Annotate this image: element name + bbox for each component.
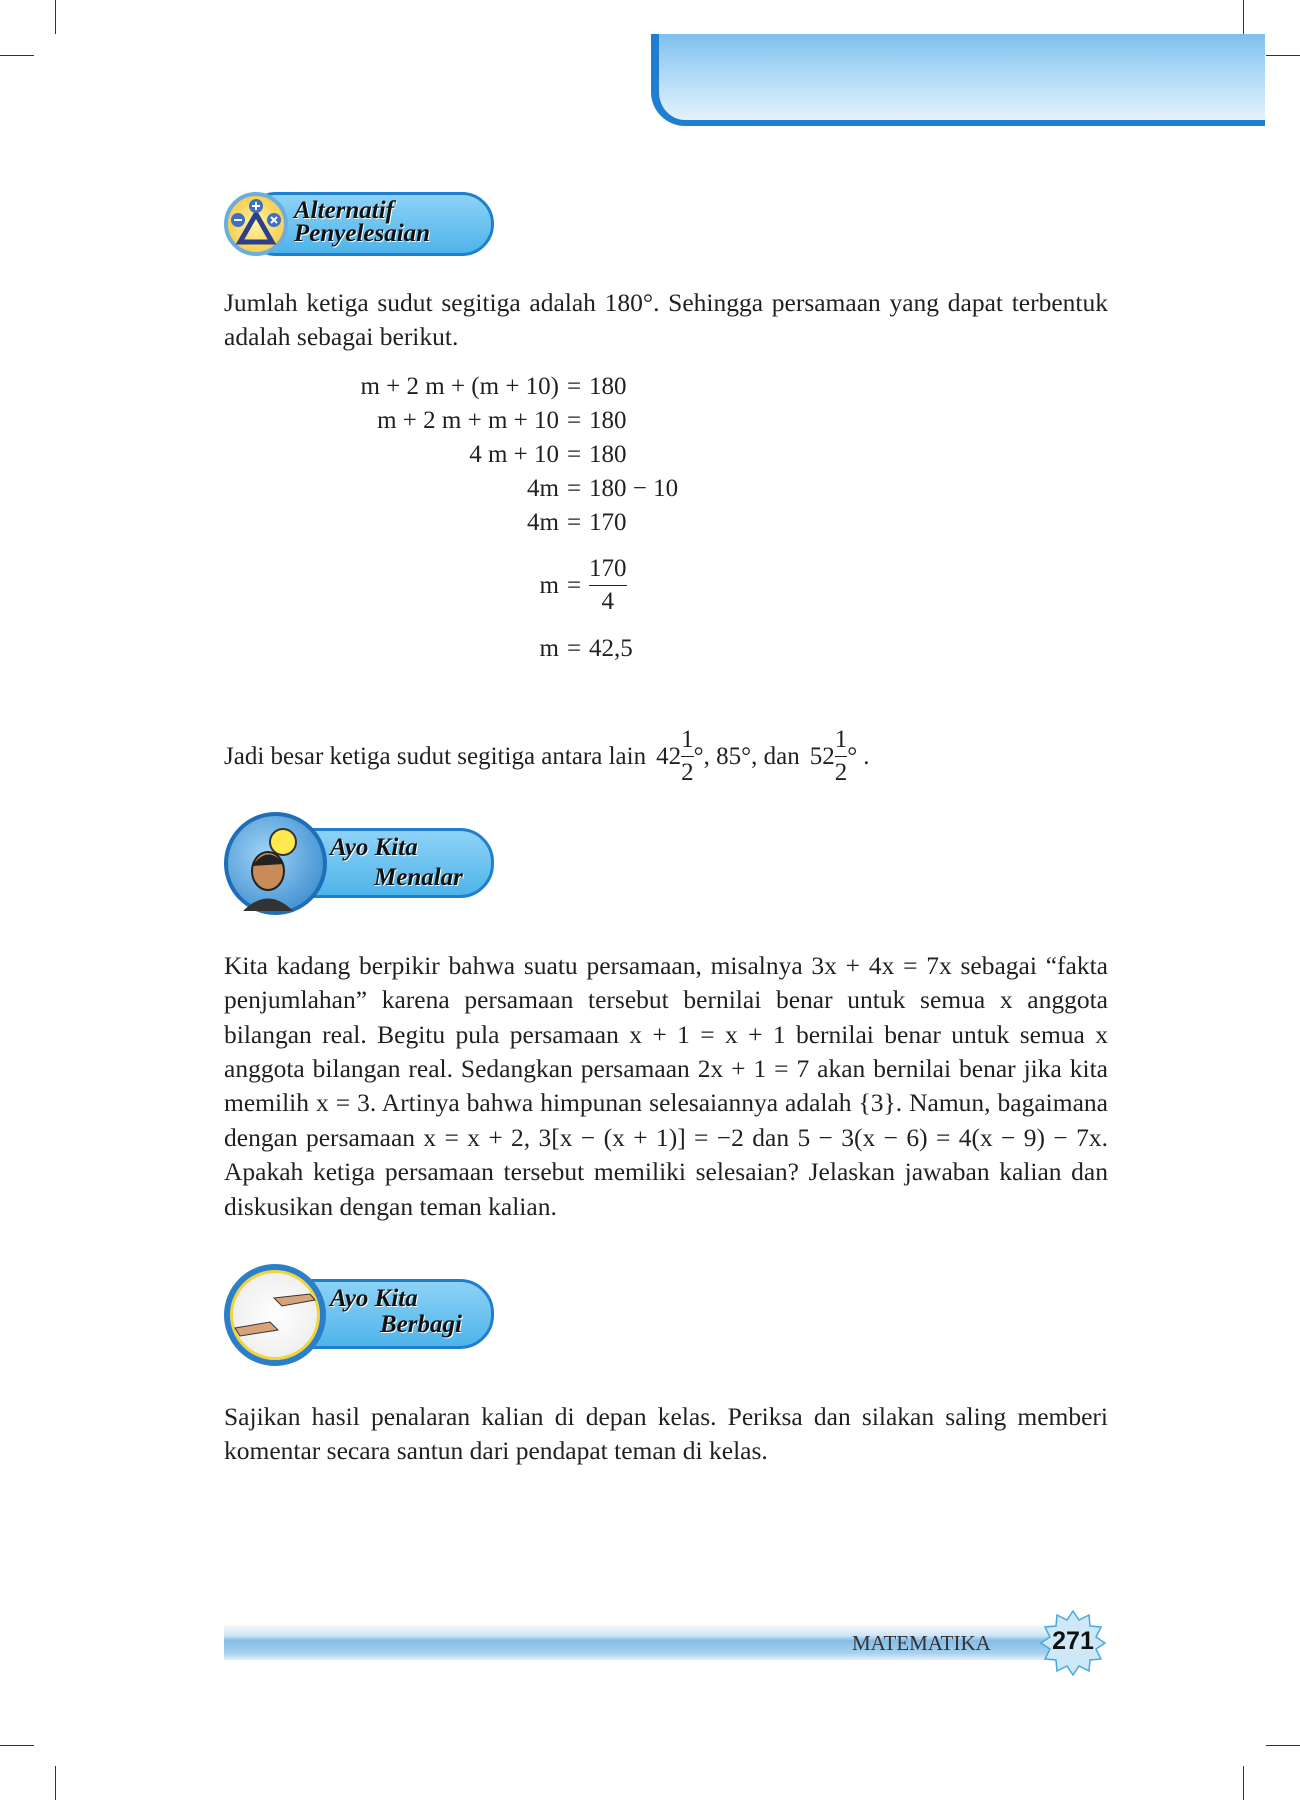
equation-rhs: 42,5 [589, 634, 633, 662]
equation-rhs: 180 − 10 [589, 474, 679, 502]
equation-row [224, 472, 1108, 506]
badge-line1: Ayo Kita [330, 833, 418, 861]
handshake-icon [224, 1264, 326, 1366]
equation-row [224, 506, 1108, 540]
crop-mark [1243, 0, 1244, 34]
fraction [681, 726, 694, 787]
equation-row [224, 632, 1108, 666]
footer-subject: MATEMATIKA [852, 1631, 991, 1655]
crop-mark [0, 1745, 34, 1746]
content-column [224, 192, 1108, 1469]
equals-sign: = [566, 372, 582, 400]
thinking-student-icon [224, 812, 327, 915]
crop-mark [1266, 55, 1300, 56]
numerator: 1 [834, 726, 848, 754]
equation-rhs: 180 [589, 406, 627, 434]
equation-row [224, 404, 1108, 438]
equation-lhs: 4m [527, 508, 559, 536]
crop-mark [55, 1766, 56, 1800]
alternatif-penyelesaian-badge [224, 192, 494, 256]
denominator: 4 [601, 588, 614, 616]
equals-sign: = [566, 571, 582, 599]
conclusion-line [224, 722, 1108, 792]
crop-mark [55, 0, 56, 34]
intro-paragraph: Jumlah ketiga sudut segitiga adalah 180°. Sehingga persamaan yang dapat terbentuk adalah sebagai berikut. [224, 288, 1108, 352]
equation-lhs: m + 2 m + (m + 10) [360, 372, 559, 400]
equation-lhs: 4m [527, 474, 559, 502]
ayo-kita-berbagi-badge [224, 1264, 494, 1366]
ayo-kita-menalar-badge [224, 812, 494, 915]
equation-row [224, 438, 1108, 472]
badge-line1: Ayo Kita [330, 1285, 418, 1313]
numerator: 1 [681, 726, 694, 754]
badge-line2: Berbagi [380, 1311, 462, 1339]
equation-block [224, 370, 1108, 666]
period: . [863, 742, 870, 770]
sharing-paragraph: Sajikan hasil penalaran kalian di depan kelas. Periksa dan silakan saling memberi komentar secara santun dari pendapat teman di kelas. [224, 1402, 1108, 1466]
equation-rhs: 170 [589, 508, 627, 536]
fraction [589, 555, 627, 616]
equals-sign: = [566, 508, 582, 536]
badge-line2: Penyelesaian [294, 220, 431, 247]
equals-sign: = [566, 440, 582, 468]
equals-sign: = [566, 406, 582, 434]
denominator: 2 [834, 759, 848, 787]
header-decoration [651, 34, 1265, 126]
crop-mark [1243, 1766, 1244, 1800]
degree: ° [693, 742, 704, 770]
numerator: 170 [589, 555, 627, 583]
mixed-whole: 52 [809, 742, 835, 770]
conclusion-mid: , 85°, dan [703, 742, 800, 770]
equation-row [224, 540, 1108, 632]
equation-rhs: 180 [589, 372, 627, 400]
crop-mark [0, 55, 34, 56]
equals-sign: = [566, 474, 582, 502]
page-number-badge [1040, 1610, 1106, 1676]
equals-sign: = [566, 634, 582, 662]
equation-lhs: 4 m + 10 [469, 440, 559, 468]
fraction [835, 726, 848, 787]
badge-line2: Menalar [374, 863, 463, 891]
conclusion-text: Jadi besar ketiga sudut segitiga antara lain [224, 742, 647, 770]
reasoning-paragraph: Kita kadang berpikir bahwa suatu persamaan, misalnya 3x + 4x = 7x sebagai “fakta penjumlahan” karena persamaan tersebut bernilai benar untuk semua x anggota bilangan real. Begitu pula persamaan x + 1 = x + 1 bernilai benar untuk semua x anggota bilangan real. Sedangkan persamaan 2x + 1 = 7 akan bernilai benar jika kita memilih x = 3. Artinya bahwa himpunan selesaiannya adalah {3}. Namun, bagaimana dengan persamaan x = x + 2, 3[x − (x + 1)] = −2 dan 5 − 3(x − 6) = 4(x − 9) − 7x. Apakah ketiga persamaan tersebut memiliki selesaian? Jelaskan jawaban kalian dan diskusikan dengan teman kalian. [224, 950, 1108, 1221]
crop-mark [1266, 1745, 1300, 1746]
denominator: 2 [681, 759, 694, 787]
math-operators-icon [224, 192, 288, 256]
equation-lhs: m + 2 m + m + 10 [377, 406, 559, 434]
mixed-whole: 42 [656, 742, 682, 770]
equation-lhs: m [539, 634, 559, 662]
equation-row [224, 370, 1108, 404]
badge-line1: Alternatif [294, 197, 395, 224]
equation-rhs: 180 [589, 440, 627, 468]
equation-lhs: m [539, 571, 559, 599]
page-number: 271 [1052, 1627, 1094, 1655]
degree: ° [847, 742, 858, 770]
